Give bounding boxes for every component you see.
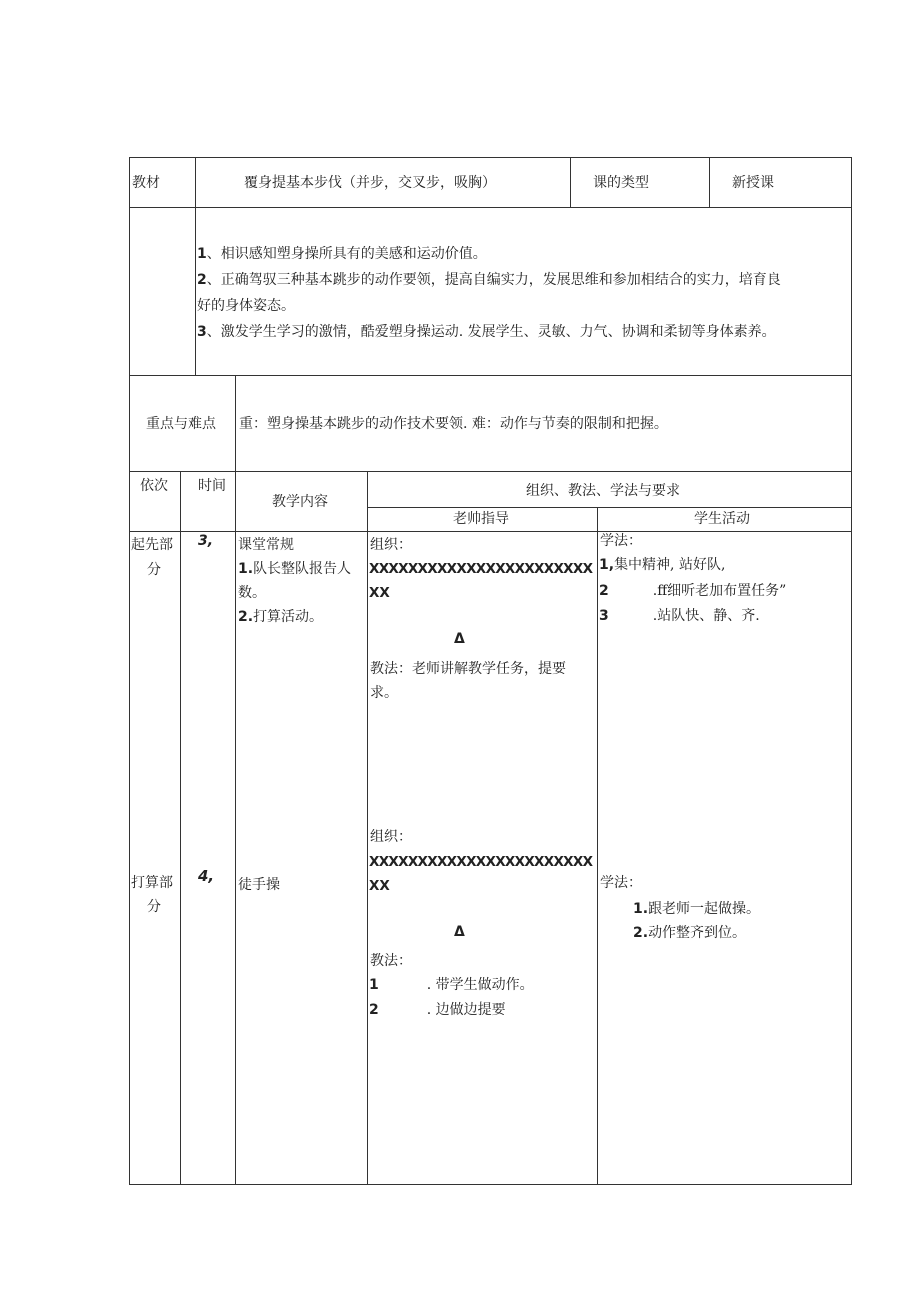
content-item-number: 1.	[238, 561, 254, 577]
table-divider	[235, 375, 236, 472]
section1-content-title: 课堂常规	[238, 537, 294, 553]
student-item-text: 集中精神, 站好队,	[614, 557, 726, 573]
student-item-number: 3	[599, 608, 609, 624]
table-border-right	[851, 157, 852, 1185]
section1-name-cont: 分	[147, 562, 161, 578]
objective-item	[197, 247, 487, 261]
section2-name: 打算部	[131, 875, 173, 891]
lesson-type-value: 新授课	[732, 175, 774, 191]
material-title: 覆身提基本步伐（并步，交叉步，吸胸）	[244, 175, 496, 191]
section2-org-label: 组织：	[370, 829, 412, 845]
content-item-number: 2.	[238, 609, 254, 625]
section2-method-label: 教法：	[370, 953, 412, 969]
table-border-bottom	[129, 1184, 852, 1185]
material-label: 教材	[132, 175, 160, 191]
section2-formation-cont: XX	[369, 878, 390, 894]
objective-number: 1	[197, 246, 207, 262]
table-divider	[180, 471, 181, 1185]
section2-time: 4,	[198, 867, 215, 885]
section2-formation: XXXXXXXXXXXXXXXXXXXXXXX	[369, 854, 593, 870]
teacher-position-icon: Δ	[454, 924, 465, 940]
table-divider	[129, 375, 852, 376]
key-points-label: 重点与难点	[146, 416, 216, 432]
section2-student-item	[633, 902, 760, 916]
section2-content-title: 徒手操	[238, 877, 280, 893]
content-item-text: 队长整队报告人	[253, 561, 352, 577]
objective-text: 、激发学生学习的激情，酷爱塑身操运动. 发展学生、灵敏、力气、协调和柔韧等身体素养。	[206, 324, 776, 340]
section1-name: 起先部	[131, 537, 173, 553]
section1-student-label: 学法：	[600, 533, 642, 549]
section1-formation-cont: XX	[369, 585, 390, 601]
teacher-item-text: . 边做边提要	[426, 1002, 506, 1018]
table-divider	[195, 157, 196, 208]
table-divider	[570, 157, 571, 208]
table-border-top	[129, 157, 852, 158]
objective-item	[197, 273, 781, 287]
teacher-position-icon: Δ	[454, 631, 465, 647]
student-header: 学生活动	[694, 511, 750, 527]
section1-teaching-method: 教法：老师讲解教学任务，提要	[370, 661, 566, 677]
teacher-item-number: 1	[369, 977, 379, 993]
section1-time: 3,	[198, 533, 214, 549]
objective-text: 好的身体姿态。	[197, 298, 295, 314]
objective-text: 、相识感知塑身操所具有的美感和运动价值。	[206, 246, 487, 262]
objective-number: 3	[197, 324, 207, 340]
section1-student-item	[599, 584, 786, 598]
student-item-number: 2.	[633, 925, 649, 941]
content-header: 教学内容	[272, 494, 328, 510]
content-item-text: 打算活动。	[253, 609, 324, 625]
lesson-type-label: 课的类型	[593, 175, 649, 191]
student-item-number: 1.	[633, 901, 649, 917]
section2-teacher-item	[369, 978, 534, 992]
content-item-text: 数。	[238, 585, 266, 601]
section1-org-label: 组织：	[370, 537, 412, 553]
section1-student-item	[599, 558, 725, 572]
section1-content-item	[238, 610, 323, 624]
teacher-item-number: 2	[369, 1002, 379, 1018]
table-divider	[235, 471, 236, 1185]
table-divider	[129, 207, 852, 208]
section1-student-item	[599, 609, 760, 623]
time-header: 时间	[198, 478, 226, 494]
section1-content-item	[238, 562, 351, 576]
table-divider	[195, 207, 196, 376]
table-divider	[129, 531, 852, 532]
student-item-text: .ff细听老加布置任务”	[652, 583, 787, 599]
section1-content-item	[238, 586, 266, 600]
objective-item	[197, 325, 776, 339]
student-item-number: 1,	[599, 557, 615, 573]
table-border-left	[129, 157, 130, 1185]
objective-item	[197, 299, 295, 313]
section2-student-item	[633, 926, 746, 940]
table-divider	[597, 507, 598, 1185]
table-divider	[367, 471, 368, 1185]
key-points-text: 重：塑身操基本跳步的动作技术要领. 难：动作与节奏的限制和把握。	[239, 416, 668, 432]
objective-text: 、正确驾驭三种基本跳步的动作要领，提高自编实力，发展思维和参加相结合的实力，培育良	[206, 272, 781, 288]
table-divider	[709, 157, 710, 208]
objective-number: 2	[197, 272, 207, 288]
teacher-item-text: . 带学生做动作。	[426, 977, 534, 993]
teacher-header: 老帅指导	[453, 511, 509, 527]
table-divider	[367, 507, 852, 508]
student-item-text: 动作整齐到位。	[648, 925, 747, 941]
student-item-text: 跟老师一起做操。	[648, 901, 761, 917]
methods-header: 组织、教法、学法与要求	[526, 483, 680, 499]
student-item-text: .站队快、静、齐.	[652, 608, 760, 624]
table-divider	[129, 471, 852, 472]
section2-teacher-item	[369, 1003, 506, 1017]
section1-formation: XXXXXXXXXXXXXXXXXXXXXXX	[369, 561, 593, 577]
order-header: 依次	[140, 478, 168, 494]
section2-name-cont: 分	[147, 899, 161, 915]
student-item-number: 2	[599, 583, 609, 599]
section2-student-label: 学法：	[600, 875, 642, 891]
section1-teaching-method-cont: 求。	[370, 685, 398, 701]
